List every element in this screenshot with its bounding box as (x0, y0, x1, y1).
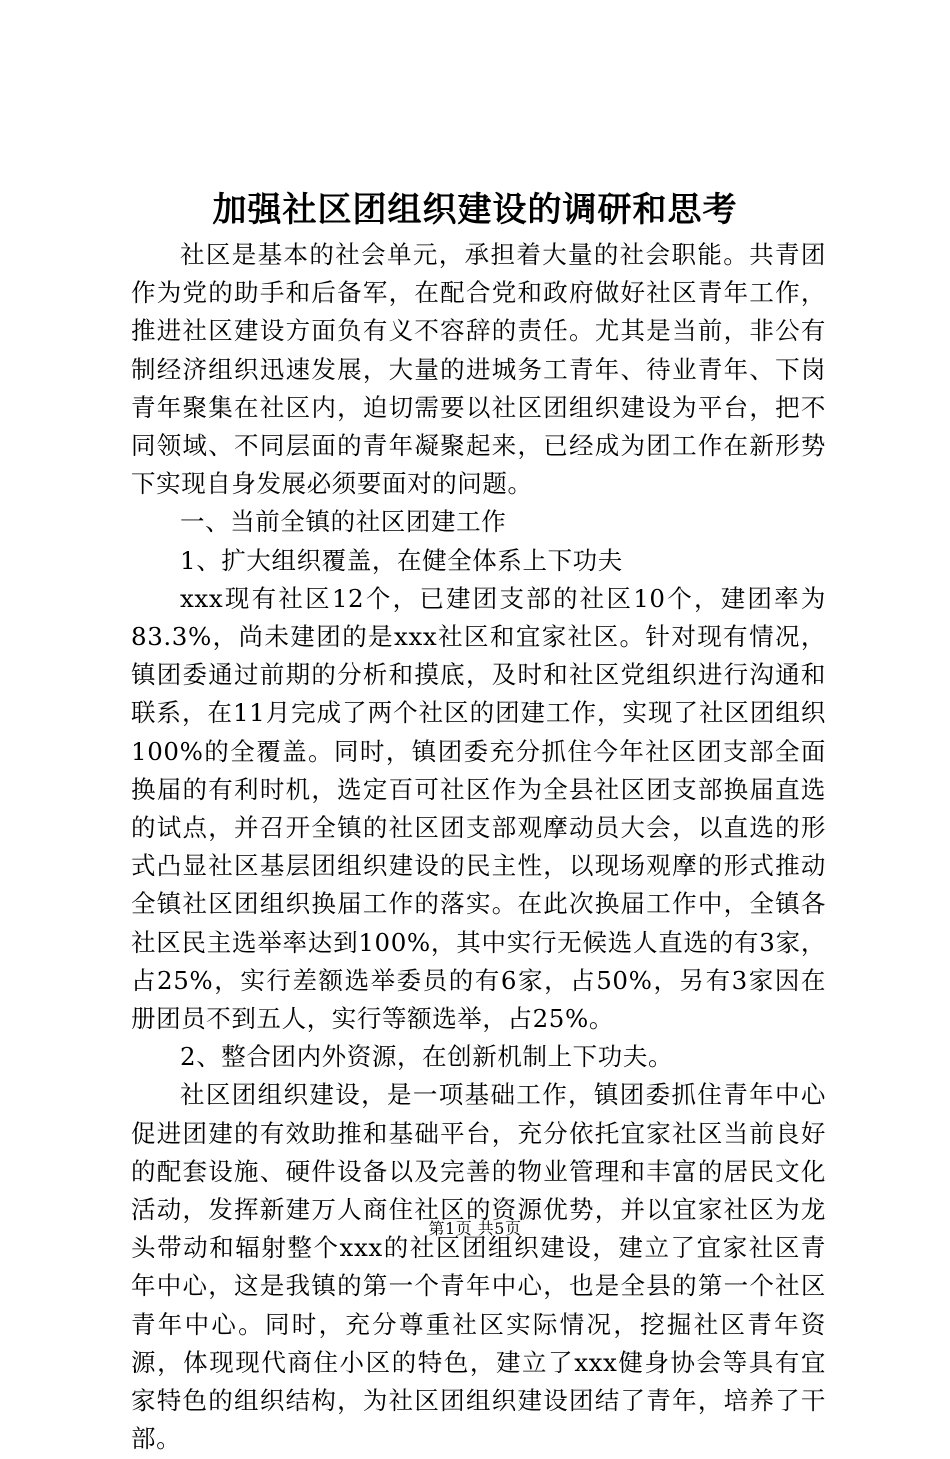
section-heading: 一、当前全镇的社区团建工作 (180, 507, 507, 537)
page-number-footer: 第1页 共5页 (428, 1219, 522, 1238)
body-paragraph: 社区团组织建设，是一项基础工作，镇团委抓住青年中心促进团建的有效助推和基础平台，充分依托宜家社区当前良好的配套设施、硬件设备以及完善的物业管理和丰富的居民文化活动，发挥新建万人商住社区的资源优势，并以宜家社区为龙头带动和辐射整个xxx的社区团组织建设，建立了宜家社区青年中心，这是我镇的第一个青年中心，也是全县的第一个社区青年中心。同时，充分尊重社区实际情况，挖掘社区青年资源，体现现代商住小区的特色，建立了xxx健身协会等具有宜家特色的组织结构，为社区团组织建设团结了青年，培养了干部。 (131, 1080, 826, 1454)
intro-paragraph: 社区是基本的社会单元，承担着大量的社会职能。共青团作为党的助手和后备军，在配合党和政府做好社区青年工作，推进社区建设方面负有义不容辞的责任。尤其是当前，非公有制经济组织迅速发展，大量的进城务工青年、待业青年、下岗青年聚集在社区内，迫切需要以社区团组织建设为平台，把不同领域、不同层面的青年凝聚起来，已经成为团工作在新形势下实现自身发展必须要面对的问题。 (131, 240, 826, 499)
subsection-heading: 1、扩大组织覆盖，在健全体系上下功夫 (180, 545, 623, 575)
body-paragraph: xxx现有社区12个，已建团支部的社区10个，建团率为83.3%，尚未建团的是xxx社区和宜家社区。针对现有情况，镇团委通过前期的分析和摸底，及时和社区党组织进行沟通和联系，在11月完成了两个社区的团建工作，实现了社区团组织100%的全覆盖。同时，镇团委充分抓住今年社区团支部全面换届的有利时机，选定百可社区作为全县社区团支部换届直选的试点，并召开全镇的社区团支部观摩动员大会，以直选的形式凸显社区基层团组织建设的民主性，以现场观摩的形式推动全镇社区团组织换届工作的落实。在此次换届工作中，全镇各社区民主选举率达到100%，其中实行无候选人直选的有3家，占25%，实行差额选举委员的有6家，占50%，另有3家因在册团员不到五人，实行等额选举，占25%。 (131, 583, 826, 1034)
subsection-heading: 2、整合团内外资源，在创新机制上下功夫。 (180, 1042, 674, 1072)
document-title: 加强社区团组织建设的调研和思考 (212, 190, 738, 230)
document-body (131, 236, 826, 1459)
